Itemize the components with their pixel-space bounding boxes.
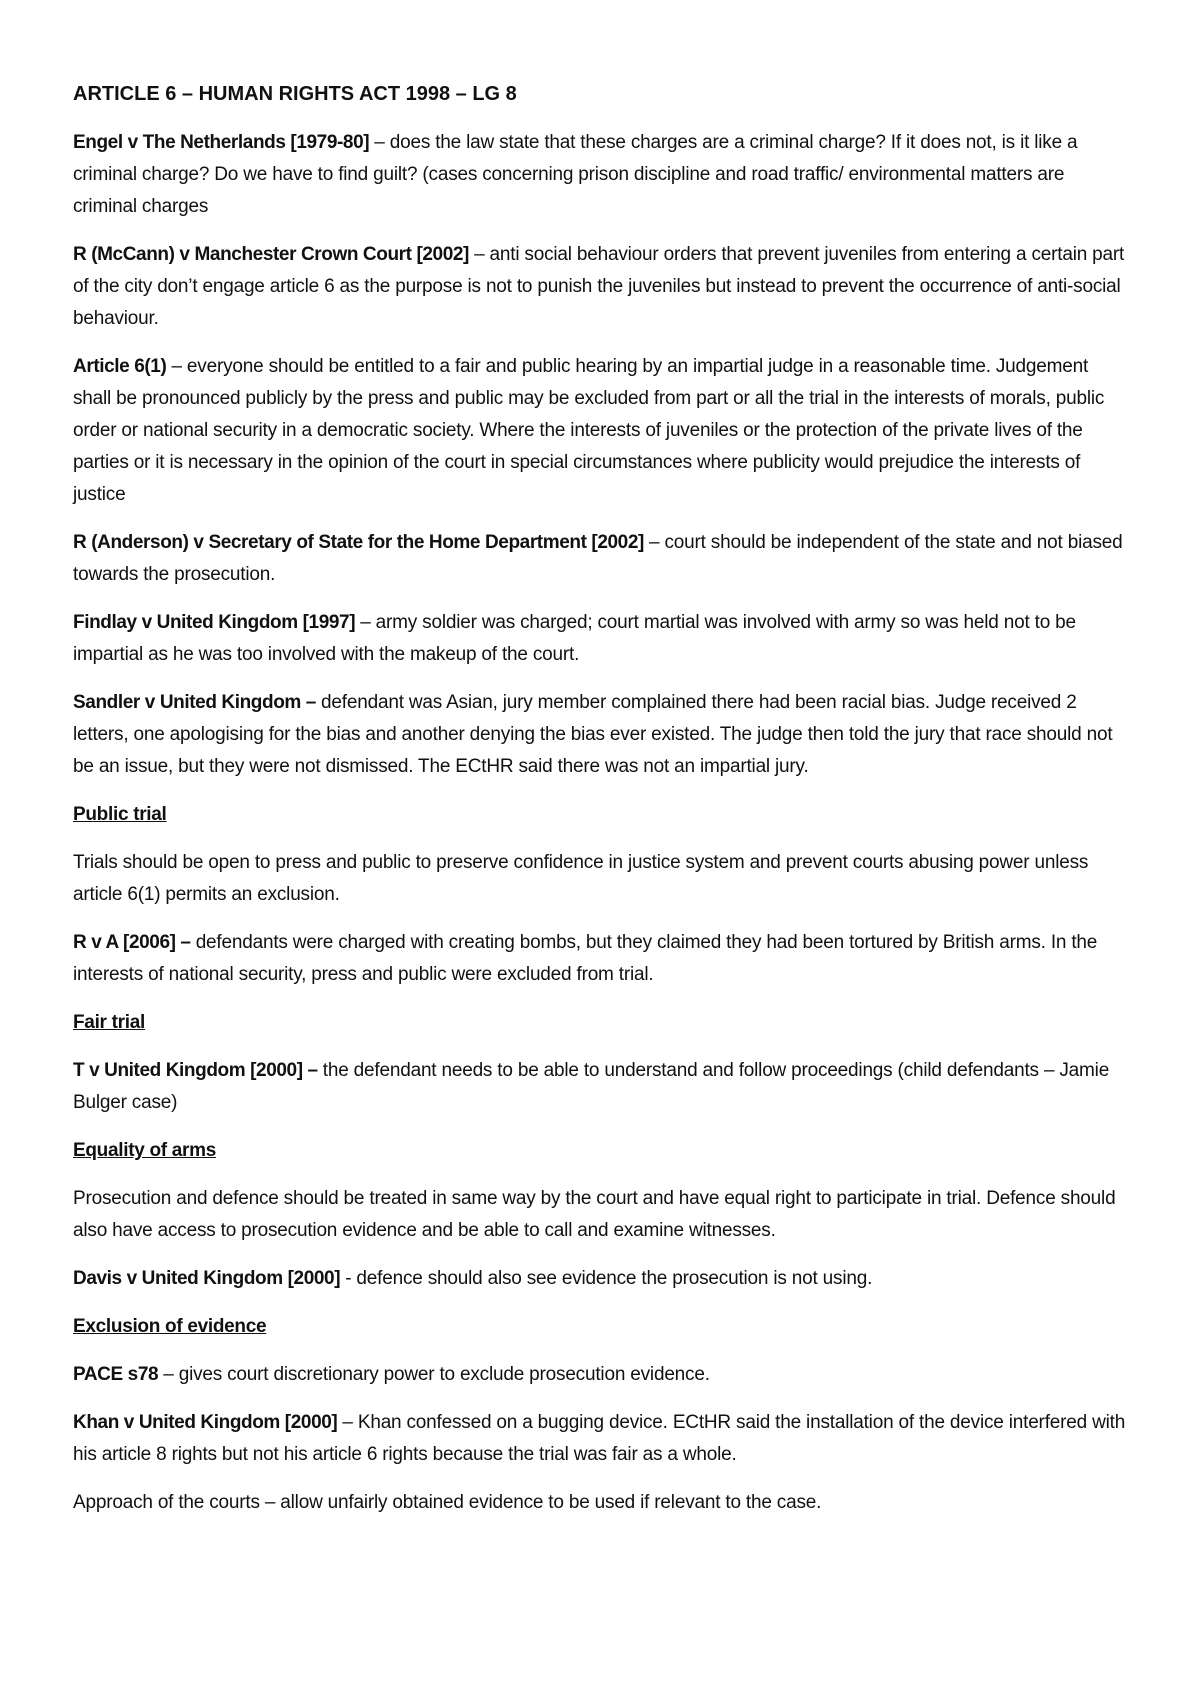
case-text-r-v-a: defendants were charged with creating bombs, but they claimed they had been tortured by British arms. In the interests of national security, press and public were excluded from trial.: [73, 932, 1098, 985]
case-text-sandler: defendant was Asian, jury member complained there had been racial bias. Judge received 2 letters, one apologising for the bias and another denying the bias ever existed. The judge then told the jury that race should not be an issue, but they were not dismissed. The ECtHR said there was not an impartial jury.: [73, 692, 1113, 777]
case-paragraph-engel: [73, 127, 1130, 223]
section-heading-fair-trial: Fair trial: [73, 1012, 145, 1033]
case-text-anderson: – court should be independent of the state and not biased towards the prosecution.: [73, 532, 1123, 585]
paragraph-pace-s78: [73, 1359, 1130, 1391]
case-name-r-v-a: R v A [2006] –: [73, 932, 191, 953]
case-text-mccann: – anti social behaviour orders that prevent juveniles from entering a certain part of the city don’t engage article 6 as the purpose is not to punish the juveniles but instead to prevent the occurrence of anti-social behaviour.: [73, 244, 1125, 329]
article-6-1-text: – everyone should be entitled to a fair and public hearing by an impartial judge in a reasonable time. Judgement shall be pronounced publicly by the press and public may be excluded from part or all the trial in the interests of morals, public order or national security in a democratic society. Where the interests of juveniles or the protection of the private lives of the parties or it is necessary in the opinion of the court in special circumstances where publicity would prejudice the interests of justice: [73, 356, 1105, 505]
case-text-findlay: – army soldier was charged; court martial was involved with army so was held not to be impartial as he was too involved with the makeup of the court.: [73, 612, 1076, 665]
case-paragraph-r-v-a: [73, 927, 1130, 991]
case-name-anderson: R (Anderson) v Secretary of State for the Home Department [2002]: [73, 532, 644, 553]
paragraph-article-6-1: [73, 351, 1130, 511]
statute-name-pace-s78: PACE s78: [73, 1364, 159, 1385]
section-heading-equality-of-arms: Equality of arms: [73, 1140, 217, 1161]
case-paragraph-sandler: [73, 687, 1130, 783]
paragraph-equality-of-arms: Prosecution and defence should be treated in same way by the court and have equal right to participate in trial. Defence should also have access to prosecution evidence and be able to call and examine witnesses.: [73, 1188, 1116, 1241]
case-text-t-v-uk: the defendant needs to be able to understand and follow proceedings (child defendants – Jamie Bulger case): [73, 1060, 1110, 1113]
document-title: ARTICLE 6 – HUMAN RIGHTS ACT 1998 – LG 8: [73, 83, 517, 105]
case-paragraph-khan: [73, 1407, 1130, 1471]
statute-text-pace-s78: – gives court discretionary power to exclude prosecution evidence.: [158, 1364, 710, 1385]
article-6-1-label: Article 6(1): [73, 356, 167, 377]
section-heading-public-trial: Public trial: [73, 804, 167, 825]
case-name-engel: Engel v The Netherlands [1979-80]: [73, 132, 370, 153]
case-paragraph-mccann: [73, 239, 1130, 335]
case-text-engel: – does the law state that these charges are a criminal charge? If it does not, is it like a criminal charge? Do we have to find guilt? (cases concerning prison discipline and road traffic/ environmental matters are criminal charges: [73, 132, 1078, 217]
case-name-sandler: Sandler v United Kingdom –: [73, 692, 316, 713]
case-name-mccann: R (McCann) v Manchester Crown Court [2002]: [73, 244, 469, 265]
case-paragraph-davis: [73, 1263, 1130, 1295]
case-name-davis: Davis v United Kingdom [2000]: [73, 1268, 341, 1289]
section-heading-exclusion-of-evidence: Exclusion of evidence: [73, 1316, 267, 1337]
paragraph-approach-of-courts: Approach of the courts – allow unfairly obtained evidence to be used if relevant to the case.: [73, 1492, 822, 1513]
case-paragraph-anderson: [73, 527, 1130, 591]
case-name-findlay: Findlay v United Kingdom [1997]: [73, 612, 356, 633]
case-paragraph-t-v-uk: [73, 1055, 1130, 1119]
case-name-t-v-uk: T v United Kingdom [2000] –: [73, 1060, 318, 1081]
case-name-khan: Khan v United Kingdom [2000]: [73, 1412, 338, 1433]
paragraph-public-trial: Trials should be open to press and public to preserve confidence in justice system and prevent courts abusing power unless article 6(1) permits an exclusion.: [73, 852, 1089, 905]
case-paragraph-findlay: [73, 607, 1130, 671]
case-text-davis: - defence should also see evidence the prosecution is not using.: [340, 1268, 873, 1289]
case-text-khan: – Khan confessed on a bugging device. ECtHR said the installation of the device interfered with his article 8 rights but not his article 6 rights because the trial was fair as a whole.: [73, 1412, 1126, 1465]
